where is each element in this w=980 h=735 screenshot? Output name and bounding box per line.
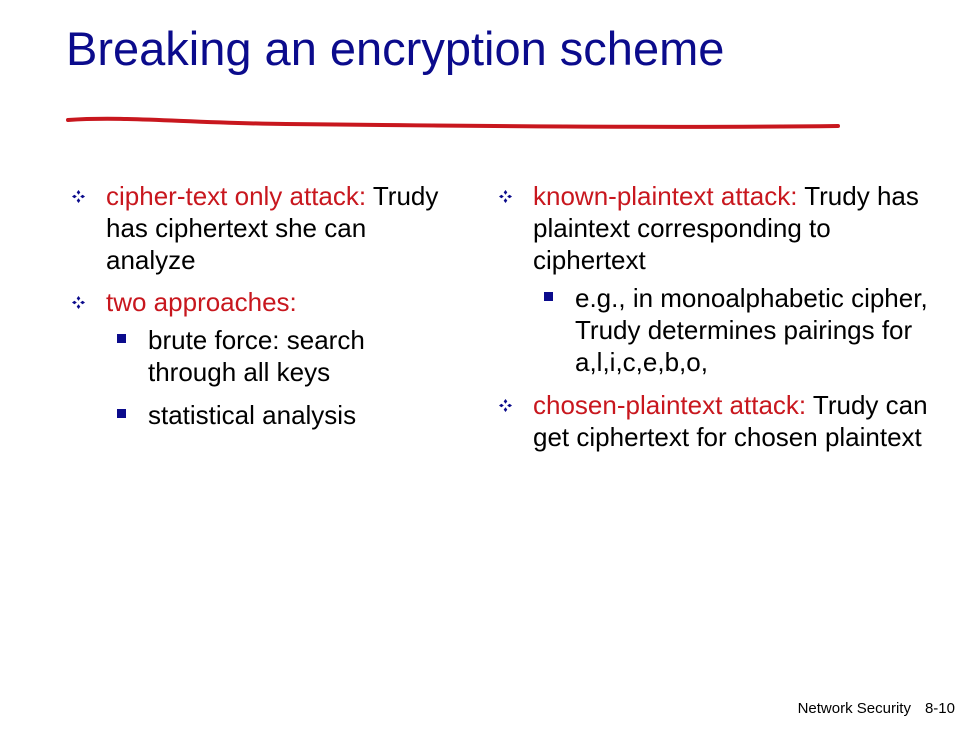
approaches-sublist	[66, 324, 456, 431]
bullet-two-approaches	[66, 286, 456, 318]
subbullet-text: statistical analysis	[148, 400, 357, 430]
subbullet-text: brute force: search through all keys	[148, 325, 365, 387]
subbullet-statistical-analysis	[66, 399, 456, 431]
four-diamond-bullet-icon	[499, 190, 512, 203]
subbullet-text: e.g., in monoalphabetic cipher, Trudy determines pairings for a,l,i,c,e,b,o,	[575, 283, 928, 377]
subbullet-brute-force	[66, 324, 456, 388]
bullet-heading: chosen-plaintext attack:	[533, 390, 807, 420]
left-column	[66, 180, 456, 442]
title-strike-line	[66, 108, 840, 134]
right-column	[493, 180, 933, 463]
square-bullet-icon	[117, 334, 126, 343]
four-diamond-bullet-icon	[499, 399, 512, 412]
slide-footer	[798, 700, 955, 717]
slide-title: Breaking an encryption scheme	[66, 22, 725, 75]
square-bullet-icon	[544, 292, 553, 301]
bullet-heading: cipher-text only attack:	[106, 181, 367, 211]
bullet-text: Trudy has ciphertext she can analyze	[106, 181, 439, 275]
bullet-heading: two approaches:	[106, 287, 297, 317]
square-bullet-icon	[117, 409, 126, 418]
four-diamond-bullet-icon	[72, 190, 85, 203]
footer-section: Network Security	[797, 700, 911, 717]
footer-page-number: 8-10	[924, 700, 955, 717]
bullet-text: Trudy can get ciphertext for chosen plaintext	[533, 390, 928, 452]
bullet-text: Trudy has plaintext corresponding to ciphertext	[533, 181, 919, 275]
subbullet-monoalphabetic-example	[493, 282, 933, 378]
bullet-heading: known-plaintext attack:	[533, 181, 798, 211]
four-diamond-bullet-icon	[72, 296, 85, 309]
known-plaintext-sublist	[493, 282, 933, 378]
bullet-ciphertext-only	[66, 180, 456, 276]
bullet-chosen-plaintext	[493, 389, 933, 453]
bullet-known-plaintext	[493, 180, 933, 276]
